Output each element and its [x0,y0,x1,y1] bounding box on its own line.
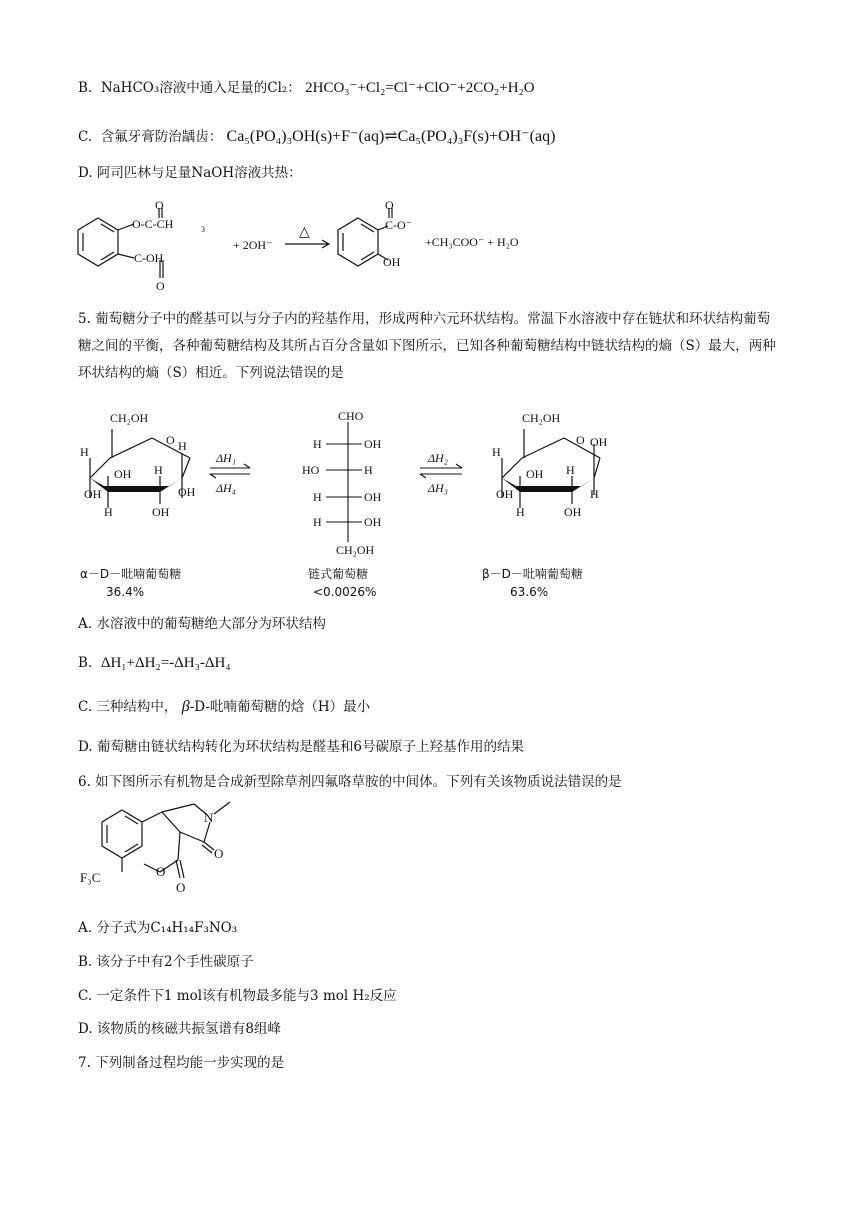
svg-text:OH: OH [590,435,608,449]
q6-option-a: A. 分子式为C₁₄H₁₄F₃NO₃ [78,920,238,936]
svg-text:3: 3 [201,225,205,234]
q6-option-b: B. 该分子中有2个手性碳原子 [78,954,254,970]
question-7-stem: 7. 下列制备过程均能一步实现的是 [78,1055,285,1071]
svg-text:CH₂OH: CH₂OH [336,543,375,557]
glucose-equilibrium-diagram [70,404,630,604]
svg-text:+CH₃COO⁻ + H₂O: +CH₃COO⁻ + H₂O [425,235,519,249]
svg-text:H: H [492,445,501,459]
svg-text:ΔH₃: ΔH₃ [428,481,448,495]
svg-text:O: O [166,433,175,447]
svg-text:OH: OH [152,505,170,519]
svg-text:H: H [516,505,525,519]
svg-text:H: H [313,437,322,451]
svg-text:α－D－吡喃葡萄糖: α－D－吡喃葡萄糖 [80,567,182,581]
q4-option-b-equation: 2HCO₃⁻+Cl₂=Cl⁻+ClO⁻+2CO₂+H₂O [305,80,535,96]
benzene-ring [78,218,118,266]
svg-text:OH: OH [364,437,382,451]
svg-text:H: H [104,505,113,519]
svg-text:OH: OH [383,255,401,269]
q5-option-c: C. 三种结构中， β-D-吡喃葡萄糖的焓（H）最小 [78,698,371,715]
svg-text:+ 2OH⁻: + 2OH⁻ [233,238,273,252]
svg-text:H: H [80,445,89,459]
svg-text:O: O [214,846,224,861]
svg-text:OH: OH [178,485,196,499]
svg-text:O: O [156,279,165,293]
q5-option-a: A. 水溶液中的葡萄糖绝大部分为环状结构 [78,616,326,632]
beta-pyranose-ring [502,429,600,508]
alpha-pyranose-ring [90,429,190,508]
svg-text:H: H [154,463,163,477]
svg-text:OH: OH [496,487,514,501]
svg-text:<0.0026%: <0.0026% [313,585,377,599]
svg-text:63.6%: 63.6% [510,585,549,599]
svg-text:CH₂OH: CH₂OH [522,411,561,425]
svg-text:36.4%: 36.4% [106,585,145,599]
q6-option-c: C. 一定条件下1 mol该有机物最多能与3 mol H₂反应 [78,988,397,1004]
svg-text:OH: OH [364,490,382,504]
q4-option-c: C. 含氟牙膏防治龋齿： Ca₅(PO₄)₃OH(s)+F⁻(aq)⇌Ca₅(PO₄)₃F(s)+OH⁻(aq) [78,128,556,145]
q4-option-d: D. 阿司匹林与足量NaOH溶液共热： [78,165,302,181]
svg-text:H: H [364,463,373,477]
svg-text:OH: OH [564,505,582,519]
svg-text:CHO: CHO [338,409,364,423]
svg-text:ΔH₄: ΔH₄ [216,481,236,495]
svg-text:O: O [156,864,166,879]
q6-molecule-structure [74,800,254,910]
svg-text:ΔH₁: ΔH₁ [216,451,236,465]
beta-ring-front-edge [502,478,594,492]
question-5-stem: 5. 葡萄糖分子中的醛基可以与分子内的羟基作用，形成两种六元环状结构。常温下水溶液中存在链状和环状结构葡萄糖之间的平衡，各种葡萄糖结构及其所占百分含量如下图所示，已知各种葡萄糖结构中链状结构的熵（S）最大，两种环状结构的熵（S）相近。下列说法错误的是 [78,311,776,381]
svg-text:H: H [566,463,575,477]
svg-text:OH: OH [114,467,132,481]
aspirin-reaction-diagram [70,198,590,298]
alpha-ring-front-edge [90,478,182,492]
svg-text:OH: OH [526,467,544,481]
svg-text:O: O [385,198,394,212]
svg-text:链式葡萄糖: 链式葡萄糖 [308,567,369,581]
q5-option-d: D. 葡萄糖由链状结构转化为环状结构是醛基和6号碳原子上羟基作用的结果 [78,739,525,755]
svg-text:H: H [178,439,187,453]
svg-text:HO: HO [302,463,320,477]
svg-text:O: O [576,433,585,447]
svg-text:H: H [313,515,322,529]
svg-text:OH: OH [364,515,382,529]
q6-option-d: D. 该物质的核磁共振氢谱有8组峰 [78,1021,282,1037]
question-6-stem: 6. 如下图所示有机物是合成新型除草剂四氟咯草胺的中间体。下列有关该物质说法错误的是 [78,774,622,790]
svg-text:O: O [176,880,186,895]
q5-option-b-formula: ΔH₁+ΔH₂=-ΔH₃-ΔH₄ [100,655,231,671]
svg-text:β－D－吡喃葡萄糖: β－D－吡喃葡萄糖 [482,567,583,581]
svg-text:H: H [313,490,322,504]
svg-text:ΔH₂: ΔH₂ [428,451,448,465]
benzene-ring-product [338,218,378,266]
q4-option-c-text: 含氟牙膏防治龋齿： [100,129,223,145]
svg-text:H: H [590,487,599,501]
svg-text:CH₂OH: CH₂OH [110,411,149,425]
svg-text:O-C-CH: O-C-CH [132,217,174,231]
q5-option-b: B. ΔH₁+ΔH₂=-ΔH₃-ΔH₄ [78,655,231,671]
q4-option-c-equation: Ca₅(PO₄)₃OH(s)+F⁻(aq)⇌Ca₅(PO₄)₃F(s)+OH⁻(aq) [226,128,556,145]
svg-text:O: O [155,198,164,212]
q4-option-b: B. NaHCO₃溶液中通入足量的Cl₂： 2HCO₃⁻+Cl₂=Cl⁻+ClO⁻+2CO₂+H₂O [78,80,535,96]
svg-text:△: △ [299,225,310,240]
svg-text:C-OH: C-OH [134,251,164,265]
svg-text:OH: OH [84,487,102,501]
q4-option-b-text: NaHCO₃溶液中通入足量的Cl₂： [100,80,301,96]
svg-text:N: N [204,810,214,825]
svg-text:F₃C: F₃C [80,870,101,885]
benzene-ring [102,810,142,858]
svg-text:C-O⁻: C-O⁻ [385,218,412,232]
